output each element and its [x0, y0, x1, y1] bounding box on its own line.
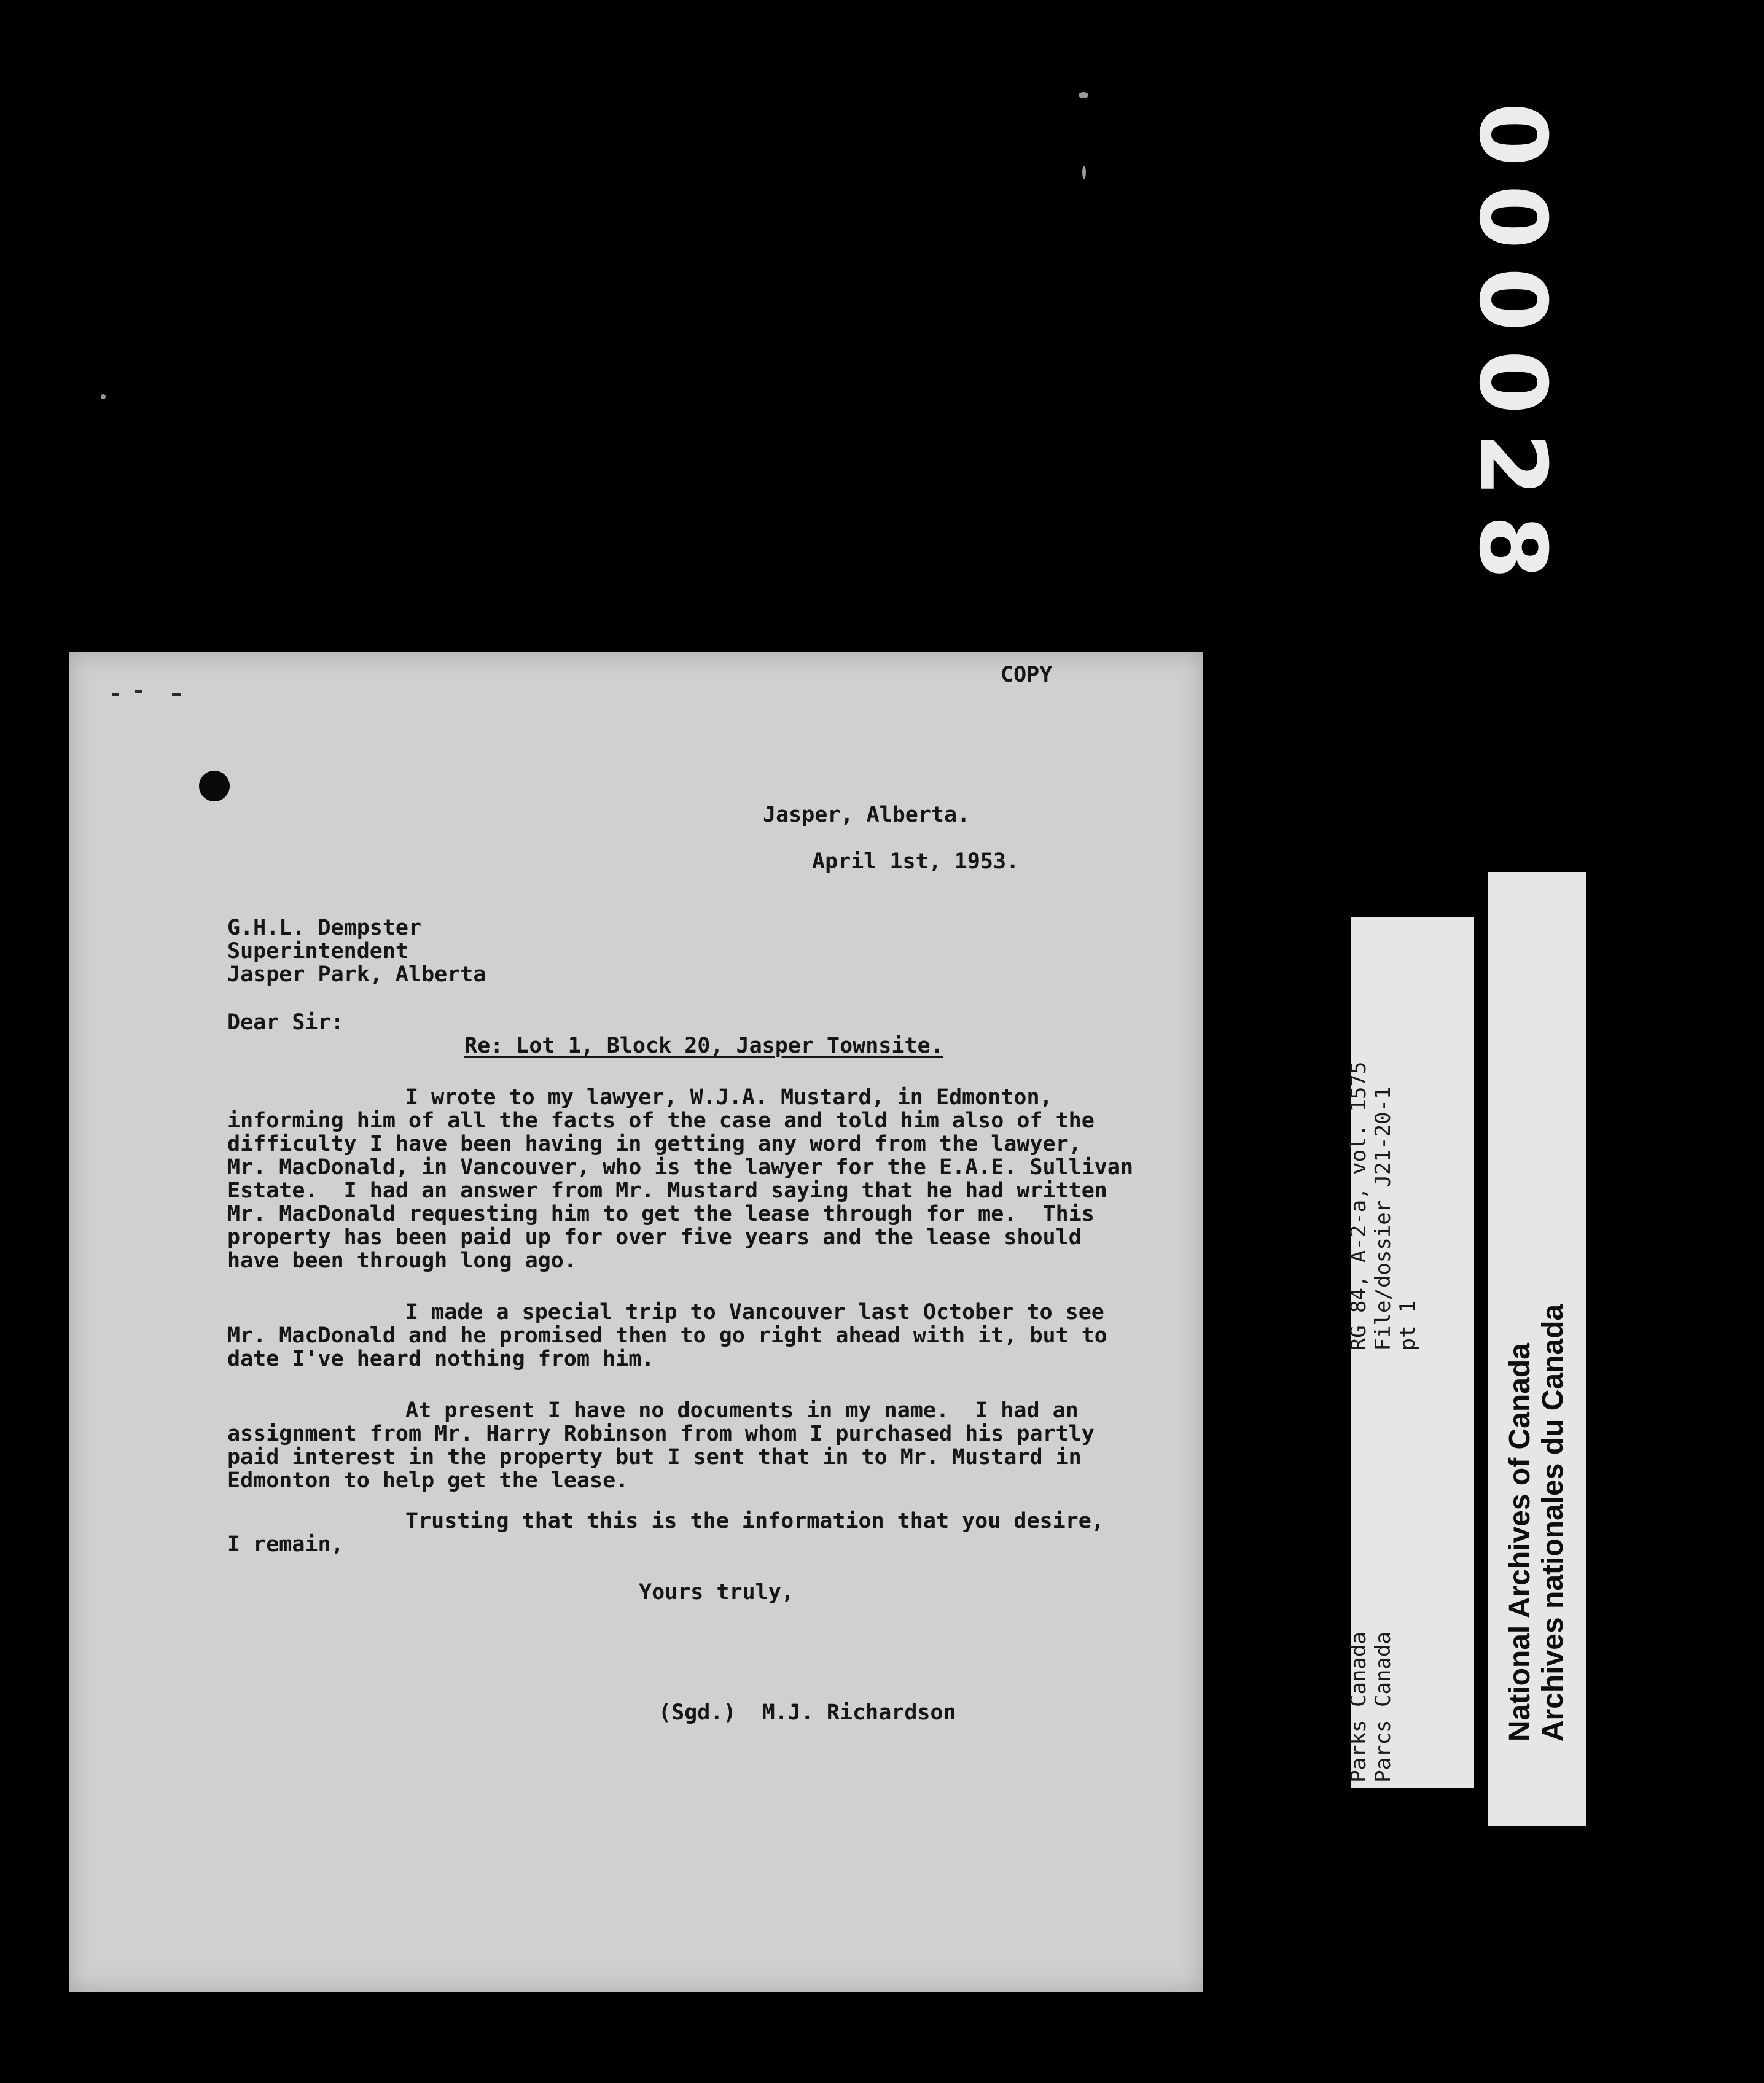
- paragraph-1-line: difficulty I have been having in getting any word from the lawyer,: [227, 1132, 1082, 1156]
- institution-line: Archives nationales du Canada: [1537, 1304, 1569, 1742]
- reference-line: pt 1: [1395, 1300, 1420, 1351]
- institution-line: National Archives of Canada: [1504, 1343, 1536, 1742]
- frame-number-text: 000028: [1459, 102, 1566, 598]
- paragraph-3-line: assignment from Mr. Harry Robinson from whom I purchased his partly: [227, 1422, 1095, 1446]
- page-mark: [112, 693, 119, 696]
- valediction: Yours truly,: [639, 1580, 794, 1605]
- subject-line: Re: Lot 1, Block 20, Jasper Townsite.: [464, 1034, 943, 1058]
- paragraph-2-line: date I've heard nothing from him.: [227, 1347, 655, 1371]
- reference-line: File/dossier J21-20-1: [1371, 1086, 1395, 1351]
- frame-number: [1459, 49, 1566, 651]
- paragraph-1-line: property has been paid up for over five years and the lease should: [227, 1225, 1082, 1250]
- reference-line: RG 84, A-2-a, vol. 1575: [1346, 1061, 1371, 1351]
- closing-line: I remain,: [227, 1532, 344, 1557]
- film-speck: [101, 394, 106, 399]
- paragraph-1-line: I wrote to my lawyer, W.J.A. Mustard, in Edmonton,: [405, 1085, 1053, 1110]
- paragraph-1-line: Mr. MacDonald, in Vancouver, who is the lawyer for the E.A.E. Sullivan: [227, 1155, 1134, 1180]
- paragraph-3-line: paid interest in the property but I sent that in to Mr. Mustard in: [227, 1445, 1082, 1470]
- page-mark: [135, 690, 142, 693]
- paragraph-2-line: Mr. MacDonald and he promised then to go right ahead with it, but to: [227, 1323, 1107, 1348]
- archive-reference-block: [1346, 1062, 1420, 1351]
- agency-line: Parks Canada: [1346, 1632, 1371, 1783]
- archive-institution-strip: [1488, 872, 1586, 1826]
- signature: (Sgd.) M.J. Richardson: [658, 1700, 956, 1725]
- paragraph-1-line: Mr. MacDonald requesting him to get the lease through for me. This: [227, 1202, 1095, 1226]
- recipient-location: Jasper Park, Alberta: [227, 962, 486, 987]
- paragraph-1-line: have been through long ago.: [227, 1248, 577, 1273]
- paragraph-3-line: At present I have no documents in my name. I had an: [405, 1398, 1079, 1423]
- closing-line: Trusting that this is the information that you desire,: [405, 1509, 1104, 1533]
- film-speck: [1079, 92, 1088, 98]
- agency-line: Parcs Canada: [1371, 1632, 1395, 1783]
- paragraph-3-line: Edmonton to help get the lease.: [227, 1468, 629, 1493]
- paragraph-2-line: I made a special trip to Vancouver last October to see: [405, 1300, 1104, 1325]
- institution-block: [1504, 1304, 1570, 1742]
- recipient-title: Superintendent: [227, 939, 409, 964]
- letter-place: Jasper, Alberta.: [763, 803, 970, 827]
- copy-stamp: COPY: [1001, 663, 1053, 687]
- recipient-name: G.H.L. Dempster: [227, 916, 422, 940]
- paragraph-1-line: Estate. I had an answer from Mr. Mustard saying that he had written: [227, 1178, 1107, 1203]
- salutation: Dear Sir:: [227, 1010, 344, 1035]
- letter-page: [69, 652, 1203, 1992]
- punch-hole: [199, 771, 230, 801]
- film-speck: [1082, 166, 1086, 179]
- page-mark: [172, 693, 181, 696]
- letter-date: April 1st, 1953.: [812, 849, 1020, 874]
- archive-reference-strip: [1346, 917, 1474, 1788]
- agency-block: [1346, 1632, 1395, 1783]
- paragraph-1-line: informing him of all the facts of the case and told him also of the: [227, 1108, 1095, 1133]
